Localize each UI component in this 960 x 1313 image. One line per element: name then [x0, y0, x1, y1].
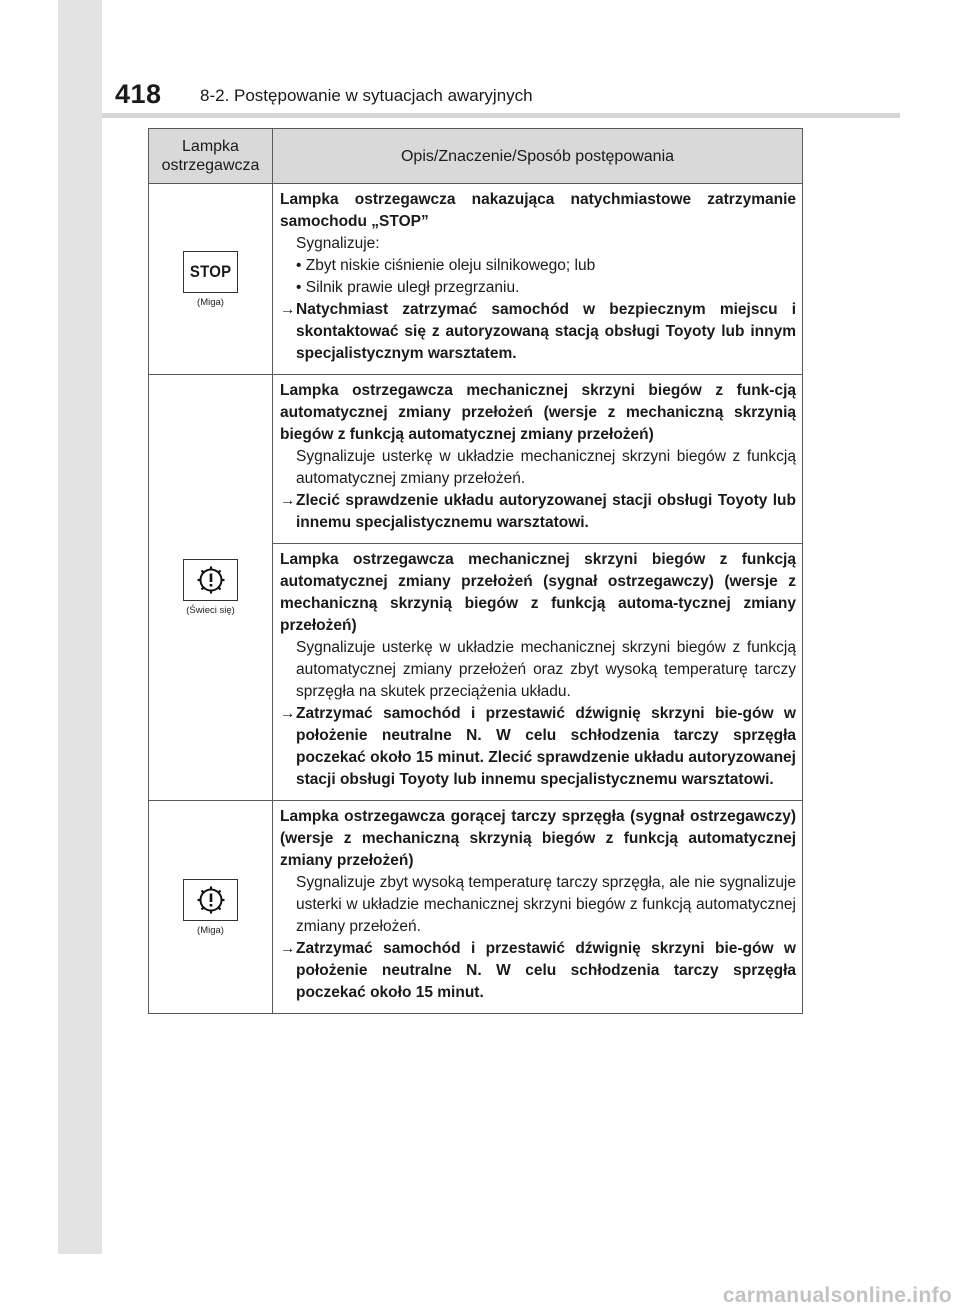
- page-number: 418: [115, 79, 162, 109]
- warning-title: Lampka ostrzegawcza mechanicznej skrzyni biegów z funk-cją automatycznej zmiany przełożeń (wersje z mechaniczną skrzynią biegów z funkcją automatycznej zmiany przełożeń): [280, 382, 796, 443]
- stop-icon-label: STOP: [189, 261, 232, 281]
- description-line: Sygnalizuje usterkę w układzie mechanicznej skrzyni biegów z funkcją automatycznej zmiany przełożeń oraz zbyt wysoką temperaturę tarczy sprzęgła na skutek przeciążenia układu.: [296, 639, 796, 700]
- lamp-state-label: (Miga): [197, 924, 224, 936]
- description-cell: [273, 801, 803, 1014]
- header-divider: [102, 113, 900, 118]
- lamp-cell: [149, 801, 273, 1014]
- lamp-cell: [149, 375, 273, 801]
- description-line: • Zbyt niskie ciśnienie oleju silnikowego; lub: [296, 257, 596, 274]
- gear-warning-icon: [183, 879, 238, 921]
- gear-warning-icon: [183, 559, 238, 601]
- action-text: Natychmiast zatrzymać samochód w bezpiecznym miejscu i skontaktować się z autoryzowaną stacją obsługi Toyoty lub innym specjalistycznym warsztatem.: [296, 301, 796, 362]
- stop-icon: [183, 251, 238, 293]
- action-instruction: [280, 490, 796, 534]
- arrow-icon: →: [280, 301, 296, 318]
- arrow-icon: →: [280, 940, 296, 957]
- description-line: Sygnalizuje usterkę w układzie mechanicznej skrzyni biegów z funkcją automatycznej zmiany przełożeń.: [296, 448, 796, 487]
- warning-title: Lampka ostrzegawcza gorącej tarczy sprzęgła (sygnał ostrzegawczy) (wersje z mechaniczną skrzynią biegów z funkcją automatycznej zmiany przełożeń): [280, 808, 796, 869]
- watermark: carmanualsonline.info: [722, 1284, 952, 1307]
- action-text: Zatrzymać samochód i przestawić dźwignię skrzyni bie-gów w położenie neutralne N. W celu schłodzenia tarczy sprzęgła poczekać około 15 minut. Zlecić sprawdzenie układu autoryzowanej stacji obsługi Toyoty lub innemu specjalistycznemu warsztatowi.: [296, 705, 796, 788]
- lamp-state-label: (Miga): [197, 296, 224, 308]
- description-cell: [273, 544, 803, 801]
- table-row: [149, 375, 803, 544]
- warning-title: Lampka ostrzegawcza mechanicznej skrzyni biegów z funkcją automatycznej zmiany przełożeń (sygnał ostrzegawczy) (wersje z mechaniczną skrzynią biegów z funkcją automa-tycznej zmiany przełożeń): [280, 551, 796, 634]
- action-instruction: [280, 703, 796, 791]
- action-text: Zatrzymać samochód i przestawić dźwignię skrzyni bie-gów w położenie neutralne N. W celu schłodzenia tarczy sprzęgła poczekać około 15 minut.: [296, 940, 796, 1001]
- table-row: [149, 801, 803, 1014]
- description-line: Sygnalizuje:: [296, 235, 380, 252]
- warning-lights-table: [148, 128, 803, 1014]
- section-title: 8-2. Postępowanie w sytuacjach awaryjnych: [200, 86, 533, 105]
- column-header-lamp: Lampka ostrzegawcza: [149, 129, 273, 184]
- description-cell: [273, 184, 803, 375]
- arrow-icon: →: [280, 492, 296, 509]
- arrow-icon: →: [280, 705, 296, 722]
- table-row: [149, 184, 803, 375]
- lamp-state-label: (Świeci się): [186, 605, 235, 616]
- action-instruction: [280, 299, 796, 365]
- description-line: Sygnalizuje zbyt wysoką temperaturę tarczy sprzęgła, ale nie sygnalizuje usterki w układzie mechanicznej skrzyni biegów z funkcją automatycznej zmiany przełożeń.: [296, 874, 796, 935]
- lamp-cell: [149, 184, 273, 375]
- page-sidebar-band: [58, 0, 102, 1254]
- warning-title: Lampka ostrzegawcza nakazująca natychmiastowe zatrzymanie samochodu „STOP”: [280, 191, 796, 230]
- action-text: Zlecić sprawdzenie układu autoryzowanej stacji obsługi Toyoty lub innemu specjalistycznemu warsztatowi.: [296, 492, 796, 531]
- action-instruction: [280, 938, 796, 1004]
- table-header-row: [149, 129, 803, 184]
- column-header-description: Opis/Znaczenie/Sposób postępowania: [273, 129, 803, 184]
- description-line: • Silnik prawie uległ przegrzaniu.: [296, 279, 520, 296]
- description-cell: [273, 375, 803, 544]
